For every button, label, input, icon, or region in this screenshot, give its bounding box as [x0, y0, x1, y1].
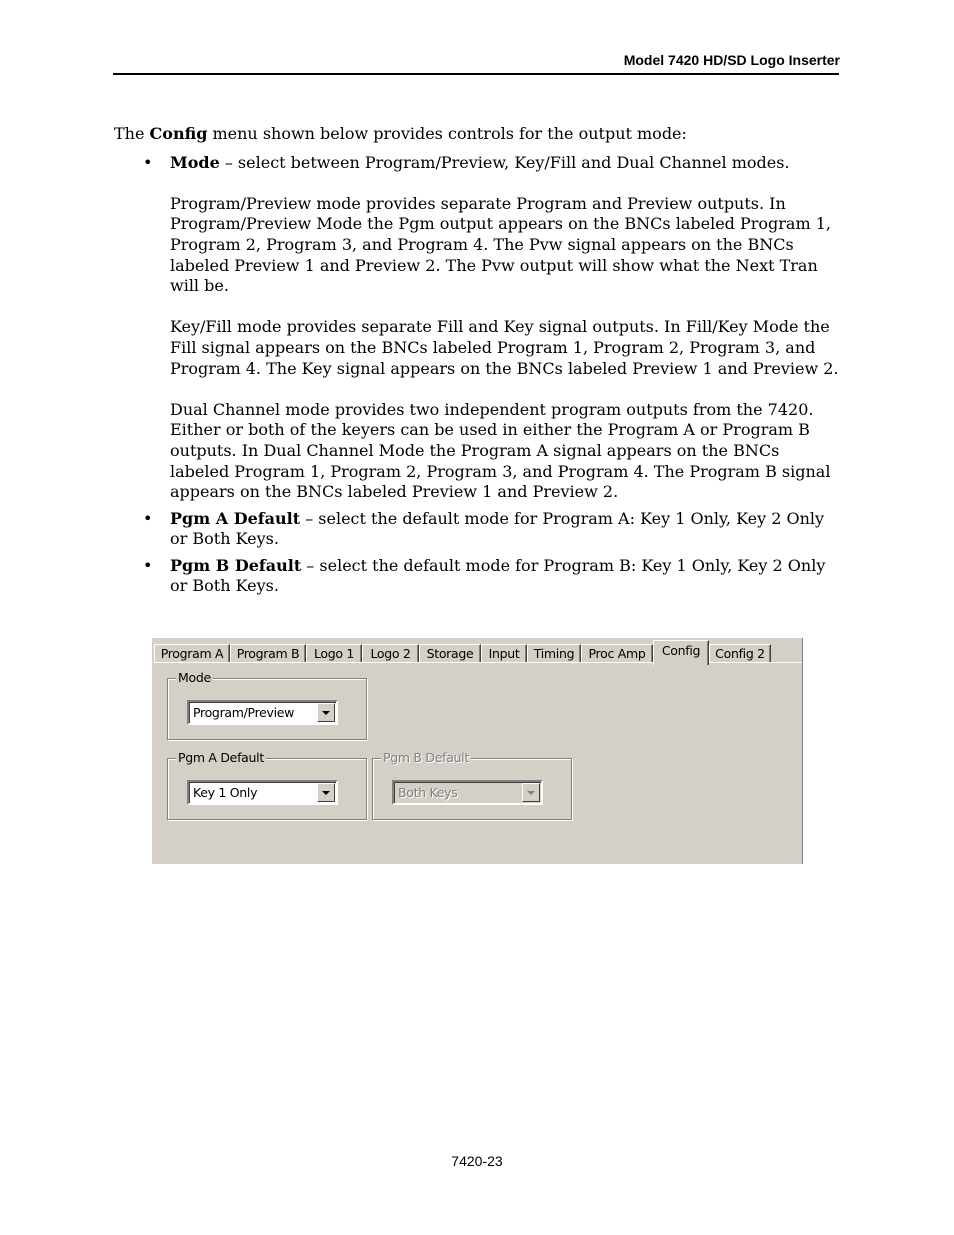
bullet-dot: • — [143, 152, 153, 172]
config-dialog-screenshot — [152, 638, 803, 864]
tab-config[interactable]: Config — [653, 640, 709, 665]
bullet-term: Mode — [170, 152, 220, 172]
mode-select[interactable] — [187, 700, 338, 725]
tab-timing[interactable]: Timing — [527, 644, 581, 663]
tab-logo-2[interactable]: Logo 2 — [362, 644, 419, 663]
pgm-a-default-value: Key 1 Only — [193, 785, 258, 800]
pgm-b-default-group — [372, 750, 572, 820]
bullet-list — [114, 153, 840, 597]
mode-group-label: Mode — [178, 670, 211, 685]
bullet-pgm-a-default — [114, 509, 840, 550]
bullet-text: – select between Program/Preview, Key/Fill and Dual Channel modes. — [219, 152, 790, 172]
mode-paragraph-key-fill: Key/Fill mode provides separate Fill and Key signal outputs. In Fill/Key Mode the Fill signal appears on the BNCs labeled Program 1, Program 2, Program 3, and Program 4. The Key signal appears on the BNCs labeled Preview 1 and Preview 2. — [170, 317, 839, 378]
pgm-a-default-group — [167, 750, 367, 820]
mode-select-value: Program/Preview — [193, 705, 295, 720]
tab-storage[interactable]: Storage — [419, 644, 481, 663]
pgm-b-default-value: Both Keys — [398, 785, 458, 800]
mode-paragraph-program-preview: Program/Preview mode provides separate Program and Preview outputs. In Program/Preview Mode the Pgm output appears on the BNCs labeled Program 1, Program 2, Program 3, and Program 4. The Pvw signal appears on the BNCs labeled Preview 1 and Preview 2. The Pvw output will show what the Next Tran will be. — [170, 193, 831, 296]
tab-program-a[interactable]: Program A — [154, 644, 230, 663]
page-header-title: Model 7420 HD/SD Logo Inserter — [623, 52, 840, 68]
mode-paragraph-dual-channel: Dual Channel mode provides two independent program outputs from the 7420. Either or both of the keyers can be used in either the Program A or Program B outputs. In Dual Channel Mode the Program A signal appears on the BNCs labeled Program 1, Program 2, Program 3, and Program 4. The Program B signal appears on the BNCs labeled Preview 1 and Preview 2. — [170, 399, 831, 502]
body-text — [114, 124, 840, 603]
intro-text-after: menu shown below provides controls for the output mode: — [207, 124, 687, 143]
bullet-pgm-a-text — [170, 509, 840, 550]
chevron-down-icon — [527, 791, 535, 795]
pgm-a-dropdown-button[interactable] — [317, 783, 335, 802]
bullet-dot: • — [143, 508, 153, 528]
chevron-down-icon — [322, 711, 330, 715]
mode-dropdown-button[interactable] — [317, 703, 335, 722]
bullet-mode — [114, 153, 840, 503]
bullet-text: – select the default mode for Program B: Key 1 Only, Key 2 Only or Both Keys. — [170, 555, 826, 596]
pgm-a-default-label: Pgm A Default — [178, 750, 264, 765]
bullet-term: Pgm B Default — [170, 555, 302, 575]
bullet-dot: • — [143, 555, 153, 575]
tab-logo-1[interactable]: Logo 1 — [306, 644, 362, 663]
header-rule — [113, 73, 839, 75]
intro-text-before: The — [114, 124, 150, 143]
pgm-b-dropdown-button[interactable] — [522, 783, 540, 802]
tab-proc-amp[interactable]: Proc Amp — [581, 644, 653, 663]
mode-group — [167, 670, 367, 740]
pgm-b-default-select[interactable] — [392, 780, 543, 805]
tab-program-b[interactable]: Program B — [230, 644, 306, 663]
bullet-term: Pgm A Default — [170, 508, 301, 528]
pgm-b-default-label: Pgm B Default — [383, 750, 469, 765]
tab-input[interactable]: Input — [481, 644, 527, 663]
bullet-text: – select the default mode for Program A: Key 1 Only, Key 2 Only or Both Keys. — [170, 508, 825, 549]
intro-bold-config: Config — [149, 124, 208, 143]
pgm-a-default-select[interactable] — [187, 780, 338, 805]
intro-paragraph — [114, 124, 840, 145]
bullet-mode-lead — [170, 153, 840, 174]
tab-strip — [154, 640, 794, 664]
page-number: 7420-23 — [451, 1153, 503, 1169]
tab-config-2[interactable]: Config 2 — [709, 644, 771, 663]
bullet-pgm-b-text — [170, 556, 840, 597]
chevron-down-icon — [322, 791, 330, 795]
bullet-pgm-b-default — [114, 556, 840, 597]
